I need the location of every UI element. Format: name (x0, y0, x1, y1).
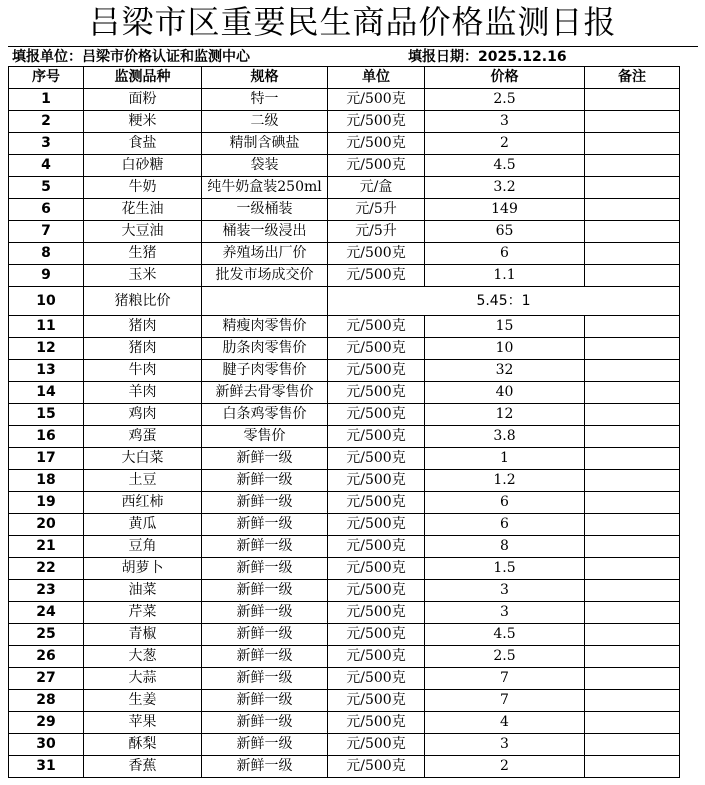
cell-note (585, 536, 680, 558)
cell-price: 3 (425, 580, 585, 602)
cell-note (585, 624, 680, 646)
cell-price: 2.5 (425, 89, 585, 111)
cell-unit: 元/500克 (328, 492, 425, 514)
cell-note (585, 734, 680, 756)
cell-item: 猪肉 (84, 316, 202, 338)
cell-note (585, 382, 680, 404)
cell-spec: 精制含碘盐 (202, 133, 328, 155)
table-row (9, 646, 680, 668)
cell-price: 1.5 (425, 558, 585, 580)
table-row (9, 316, 680, 338)
cell-item: 香蕉 (84, 756, 202, 778)
table-row (9, 382, 680, 404)
cell-note (585, 133, 680, 155)
cell-note (585, 243, 680, 265)
header-unit: 单位 (328, 67, 425, 89)
cell-unit: 元/500克 (328, 338, 425, 360)
cell-note (585, 316, 680, 338)
cell-no: 7 (9, 221, 84, 243)
cell-note (585, 338, 680, 360)
cell-price: 32 (425, 360, 585, 382)
cell-note (585, 690, 680, 712)
table-row (9, 756, 680, 778)
cell-note (585, 514, 680, 536)
cell-item: 食盐 (84, 133, 202, 155)
cell-item: 生姜 (84, 690, 202, 712)
cell-note (585, 646, 680, 668)
cell-price: 1 (425, 448, 585, 470)
table-row (9, 199, 680, 221)
cell-price: 3 (425, 602, 585, 624)
cell-item: 黄瓜 (84, 514, 202, 536)
table-row (9, 690, 680, 712)
cell-note (585, 221, 680, 243)
cell-spec: 二级 (202, 111, 328, 133)
cell-note (585, 558, 680, 580)
cell-spec: 桶装一级浸出 (202, 221, 328, 243)
cell-unit: 元/500克 (328, 756, 425, 778)
header-no: 序号 (9, 67, 84, 89)
cell-item: 牛肉 (84, 360, 202, 382)
cell-spec: 肋条肉零售价 (202, 338, 328, 360)
cell-spec: 新鲜一级 (202, 514, 328, 536)
header-price: 价格 (425, 67, 585, 89)
cell-unit: 元/500克 (328, 646, 425, 668)
cell-item: 大葱 (84, 646, 202, 668)
cell-item: 苹果 (84, 712, 202, 734)
cell-spec: 纯牛奶盒装250ml (202, 177, 328, 199)
cell-no: 15 (9, 404, 84, 426)
cell-unit: 元/500克 (328, 580, 425, 602)
cell-spec: 新鲜一级 (202, 690, 328, 712)
cell-note (585, 668, 680, 690)
cell-price: 6 (425, 514, 585, 536)
cell-spec: 养殖场出厂价 (202, 243, 328, 265)
cell-price: 3 (425, 111, 585, 133)
cell-unit: 元/500克 (328, 243, 425, 265)
table-row (9, 338, 680, 360)
cell-unit: 元/500克 (328, 558, 425, 580)
header-item: 监测品种 (84, 67, 202, 89)
cell-no: 13 (9, 360, 84, 382)
cell-item: 白砂糖 (84, 155, 202, 177)
cell-item: 猪肉 (84, 338, 202, 360)
cell-price: 65 (425, 221, 585, 243)
table-row (9, 470, 680, 492)
cell-no: 30 (9, 734, 84, 756)
cell-item: 大白菜 (84, 448, 202, 470)
cell-price: 6 (425, 243, 585, 265)
cell-item: 土豆 (84, 470, 202, 492)
cell-item: 牛奶 (84, 177, 202, 199)
table-row (9, 221, 680, 243)
cell-no: 23 (9, 580, 84, 602)
cell-spec: 袋装 (202, 155, 328, 177)
cell-price: 4 (425, 712, 585, 734)
cell-price: 3.8 (425, 426, 585, 448)
table-row (9, 668, 680, 690)
cell-price: 3 (425, 734, 585, 756)
cell-spec: 新鲜一级 (202, 602, 328, 624)
cell-note (585, 265, 680, 287)
cell-unit: 元/500克 (328, 624, 425, 646)
cell-unit: 元/500克 (328, 89, 425, 111)
cell-price: 8 (425, 536, 585, 558)
cell-price: 12 (425, 404, 585, 426)
header-spec: 规格 (202, 67, 328, 89)
cell-unit: 元/500克 (328, 111, 425, 133)
cell-no: 5 (9, 177, 84, 199)
table-row (9, 265, 680, 287)
cell-note (585, 404, 680, 426)
cell-unit: 元/盒 (328, 177, 425, 199)
cell-spec: 新鲜一级 (202, 492, 328, 514)
cell-unit: 元/500克 (328, 155, 425, 177)
cell-spec: 腱子肉零售价 (202, 360, 328, 382)
cell-spec: 新鲜一级 (202, 470, 328, 492)
cell-price: 149 (425, 199, 585, 221)
cell-spec: 新鲜一级 (202, 712, 328, 734)
cell-item: 生猪 (84, 243, 202, 265)
cell-no: 20 (9, 514, 84, 536)
cell-price: 5.45：1 (328, 287, 680, 316)
cell-item: 粳米 (84, 111, 202, 133)
cell-no: 8 (9, 243, 84, 265)
cell-no: 25 (9, 624, 84, 646)
cell-price: 2 (425, 756, 585, 778)
table-row (9, 602, 680, 624)
cell-spec: 新鲜一级 (202, 756, 328, 778)
cell-unit: 元/500克 (328, 316, 425, 338)
table-row (9, 243, 680, 265)
cell-unit: 元/500克 (328, 712, 425, 734)
report-meta (8, 46, 698, 67)
table-row (9, 155, 680, 177)
cell-spec: 新鲜一级 (202, 646, 328, 668)
table-row (9, 360, 680, 382)
cell-note (585, 492, 680, 514)
cell-item: 酥梨 (84, 734, 202, 756)
cell-unit: 元/500克 (328, 536, 425, 558)
table-row (9, 712, 680, 734)
table-row (9, 734, 680, 756)
cell-spec: 新鲜一级 (202, 580, 328, 602)
cell-item: 青椒 (84, 624, 202, 646)
cell-item: 玉米 (84, 265, 202, 287)
cell-no: 18 (9, 470, 84, 492)
table-row (9, 514, 680, 536)
cell-no: 16 (9, 426, 84, 448)
cell-spec: 新鲜一级 (202, 668, 328, 690)
cell-note (585, 177, 680, 199)
cell-no: 12 (9, 338, 84, 360)
cell-unit: 元/5升 (328, 199, 425, 221)
cell-spec: 新鲜一级 (202, 624, 328, 646)
cell-spec: 白条鸡零售价 (202, 404, 328, 426)
cell-no: 6 (9, 199, 84, 221)
table-row (9, 111, 680, 133)
cell-no: 11 (9, 316, 84, 338)
cell-item: 芹菜 (84, 602, 202, 624)
cell-note (585, 111, 680, 133)
cell-no: 10 (9, 287, 84, 316)
cell-note (585, 199, 680, 221)
cell-item: 猪粮比价 (84, 287, 202, 316)
table-row (9, 89, 680, 111)
cell-price: 10 (425, 338, 585, 360)
cell-no: 9 (9, 265, 84, 287)
cell-spec: 新鲜一级 (202, 448, 328, 470)
cell-price: 15 (425, 316, 585, 338)
cell-note (585, 602, 680, 624)
cell-note (585, 756, 680, 778)
cell-spec: 新鲜一级 (202, 734, 328, 756)
cell-spec: 新鲜去骨零售价 (202, 382, 328, 404)
cell-spec (202, 287, 328, 316)
cell-note (585, 712, 680, 734)
table-header-row (9, 67, 680, 89)
cell-no: 17 (9, 448, 84, 470)
cell-item: 鸡肉 (84, 404, 202, 426)
cell-unit: 元/500克 (328, 426, 425, 448)
cell-unit: 元/500克 (328, 514, 425, 536)
cell-spec: 新鲜一级 (202, 536, 328, 558)
cell-note (585, 155, 680, 177)
cell-note (585, 360, 680, 382)
table-row (9, 558, 680, 580)
cell-no: 26 (9, 646, 84, 668)
cell-item: 鸡蛋 (84, 426, 202, 448)
table-row (9, 133, 680, 155)
cell-note (585, 470, 680, 492)
cell-no: 28 (9, 690, 84, 712)
table-row (9, 580, 680, 602)
cell-note (585, 89, 680, 111)
cell-no: 2 (9, 111, 84, 133)
table-row (9, 177, 680, 199)
report-unit: 填报单位：吕梁市价格认证和监测中心 (12, 49, 250, 65)
cell-unit: 元/500克 (328, 360, 425, 382)
cell-spec: 零售价 (202, 426, 328, 448)
cell-note (585, 426, 680, 448)
cell-unit: 元/500克 (328, 690, 425, 712)
cell-spec: 特一 (202, 89, 328, 111)
report-date: 填报日期：2025.12.16 (408, 49, 567, 65)
cell-price: 3.2 (425, 177, 585, 199)
cell-item: 西红柿 (84, 492, 202, 514)
cell-no: 22 (9, 558, 84, 580)
cell-no: 3 (9, 133, 84, 155)
cell-no: 4 (9, 155, 84, 177)
cell-no: 29 (9, 712, 84, 734)
cell-price: 4.5 (425, 155, 585, 177)
table-row (9, 404, 680, 426)
cell-item: 面粉 (84, 89, 202, 111)
cell-spec: 一级桶装 (202, 199, 328, 221)
cell-unit: 元/5升 (328, 221, 425, 243)
cell-unit: 元/500克 (328, 448, 425, 470)
cell-item: 羊肉 (84, 382, 202, 404)
cell-spec: 新鲜一级 (202, 558, 328, 580)
cell-item: 豆角 (84, 536, 202, 558)
cell-price: 4.5 (425, 624, 585, 646)
table-row (9, 448, 680, 470)
cell-unit: 元/500克 (328, 668, 425, 690)
table-body (9, 89, 680, 778)
cell-item: 大豆油 (84, 221, 202, 243)
cell-price: 7 (425, 668, 585, 690)
cell-price: 1.1 (425, 265, 585, 287)
cell-unit: 元/500克 (328, 602, 425, 624)
cell-price: 2 (425, 133, 585, 155)
cell-price: 1.2 (425, 470, 585, 492)
table-row (9, 492, 680, 514)
cell-note (585, 448, 680, 470)
table-row (9, 536, 680, 558)
cell-no: 1 (9, 89, 84, 111)
table-row (9, 287, 680, 316)
cell-price: 7 (425, 690, 585, 712)
price-table (8, 66, 680, 778)
cell-item: 油菜 (84, 580, 202, 602)
cell-note (585, 580, 680, 602)
cell-price: 40 (425, 382, 585, 404)
cell-unit: 元/500克 (328, 734, 425, 756)
cell-item: 花生油 (84, 199, 202, 221)
table-row (9, 624, 680, 646)
header-note: 备注 (585, 67, 680, 89)
cell-unit: 元/500克 (328, 382, 425, 404)
cell-item: 胡萝卜 (84, 558, 202, 580)
cell-unit: 元/500克 (328, 265, 425, 287)
cell-unit: 元/500克 (328, 404, 425, 426)
cell-no: 14 (9, 382, 84, 404)
cell-spec: 批发市场成交价 (202, 265, 328, 287)
cell-no: 19 (9, 492, 84, 514)
cell-unit: 元/500克 (328, 133, 425, 155)
cell-no: 31 (9, 756, 84, 778)
table-row (9, 426, 680, 448)
cell-no: 24 (9, 602, 84, 624)
cell-unit: 元/500克 (328, 470, 425, 492)
cell-price: 6 (425, 492, 585, 514)
cell-item: 大蒜 (84, 668, 202, 690)
cell-no: 21 (9, 536, 84, 558)
cell-spec: 精瘦肉零售价 (202, 316, 328, 338)
page-title: 吕梁市区重要民生商品价格监测日报 (88, 3, 617, 41)
cell-price: 2.5 (425, 646, 585, 668)
cell-no: 27 (9, 668, 84, 690)
